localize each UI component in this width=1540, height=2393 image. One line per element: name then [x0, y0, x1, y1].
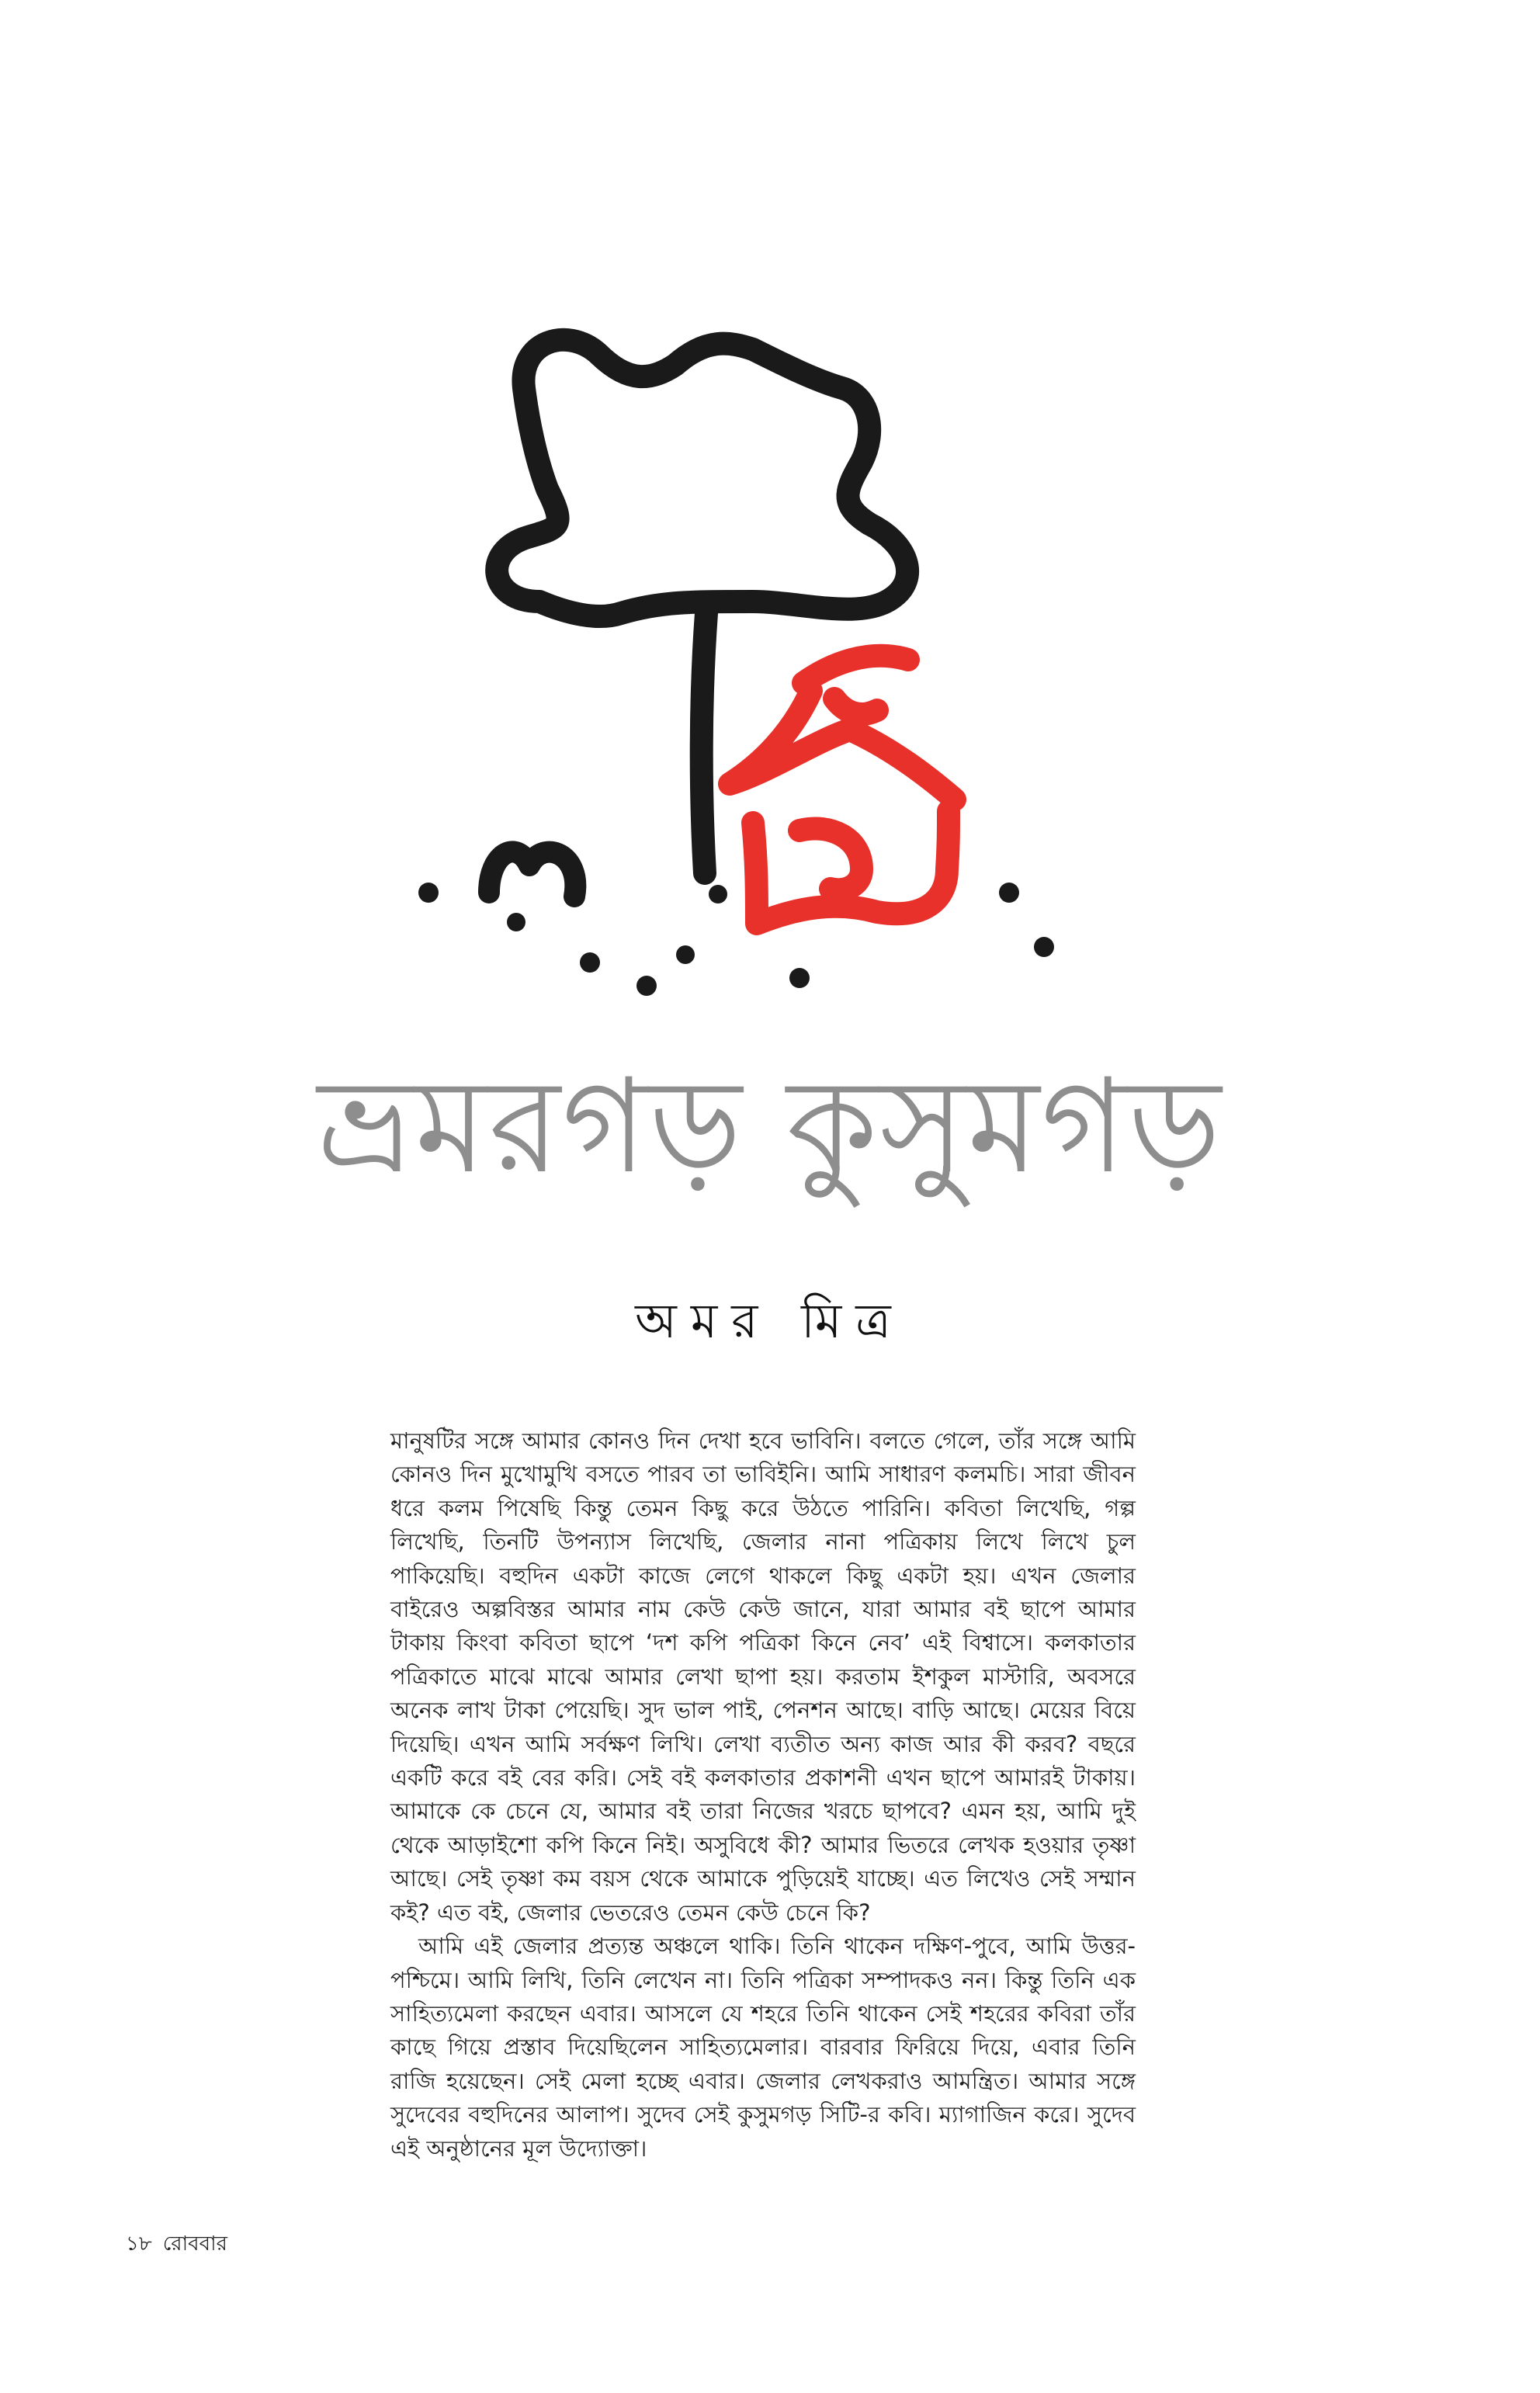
story-title: ভ্রমরগড় কুসুমগড় [317, 1050, 1223, 1202]
tree-and-house-illustration [365, 295, 1188, 1032]
publication-name: রোববার [162, 2232, 227, 2256]
author-name: অমর মিত্র [635, 1292, 905, 1349]
house-icon [730, 656, 955, 924]
ground-squiggle [489, 851, 575, 897]
paragraph: মানুষটির সঙ্গে আমার কোনও দিন দেখা হবে ভাবিনি। বলতে গেলে, তাঁর সঙ্গে আমি কোনও দিন মুখোমুখি বসতে পারব তা ভাবিইনি। আমি সাধারণ কলমচি। সারা জীবন ধরে কলম পিষেছি কিন্তু তেমন কিছু করে উঠতে পারিনি। কবিতা লিখেছি, গল্প লিখেছি, তিনটি উপন্যাস লিখেছি, জেলার নানা পত্রিকায় লিখে লিখে চুল পাকিয়েছি। বহুদিন একটা কাজে লেগে থাকলে কিছু একটা হয়। এখন জেলার বাইরেও অল্পবিস্তর আমার নাম কেউ কেউ জানে, যারা আমার বই ছাপে আমার টাকায় কিংবা কবিতা ছাপে ‘দশ কপি পত্রিকা কিনে নেব’ এই বিশ্বাসে। কলকাতার পত্রিকাতে মাঝে মাঝে আমার লেখা ছাপা হয়। করতাম ইশকুল মাস্টারি, অবসরে অনেক লাখ টাকা পেয়েছি। সুদ ভাল পাই, পেনশন আছে। বাড়ি আছে। মেয়ের বিয়ে দিয়েছি। এখন আমি সর্বক্ষণ লিখি। লেখা ব্যতীত অন্য কাজ আর কী করব? বছরে একটি করে বই বের করি। সেই বই কলকাতার প্রকাশনী এখন ছাপে আমারই টাকায়। আমাকে কে চেনে যে, আমার বই তারা নিজের খরচে ছাপবে? এমন হয়, আমি দুই থেকে আড়াইশো কপি কিনে নিই। অসুবিধে কী? আমার ভিতরে লেখক হওয়ার তৃষ্ণা আছে। সেই তৃষ্ণা কম বয়স থেকে আমাকে পুড়িয়েই যাচ্ছে। এত লিখেও সেই সম্মান কই? এত বই, জেলার ভেতরেও তেমন কেউ চেনে কি? [390, 1427, 1136, 1926]
page-footer [126, 2228, 238, 2262]
paragraph: আমি এই জেলার প্রত্যন্ত অঞ্চলে থাকি। তিনি থাকেন দক্ষিণ-পুবে, আমি উত্তর-পশ্চিমে। আমি লিখি, তিনি লেখেন না। তিনি পত্রিকা সম্পাদকও নন। কিন্তু তিনি এক সাহিত্যমেলা করছেন এবার। আসলে যে শহরে তিনি থাকেন সেই শহরের কবিরা তাঁর কাছে গিয়ে প্রস্তাব দিয়েছিলেন সাহিত্যমেলার। বারবার ফিরিয়ে দিয়ে, এবার তিনি রাজি হয়েছেন। সেই মেলা হচ্ছে এবার। জেলার লেখকরাও আমন্ত্রিত। আমার সঙ্গে সুদেবের বহুদিনের আলাপ। সুদেব সেই কুসুমগড় সিটি-র কবি। ম্যাগাজিন করে। সুদেব এই অনুষ্ঠানের মূল উদ্যোক্তা। [390, 1933, 1136, 2162]
tree-canopy [497, 340, 907, 873]
story-body [390, 1424, 1136, 2166]
page-number: ১৮ [126, 2232, 152, 2256]
scattered-dots [418, 883, 1054, 996]
